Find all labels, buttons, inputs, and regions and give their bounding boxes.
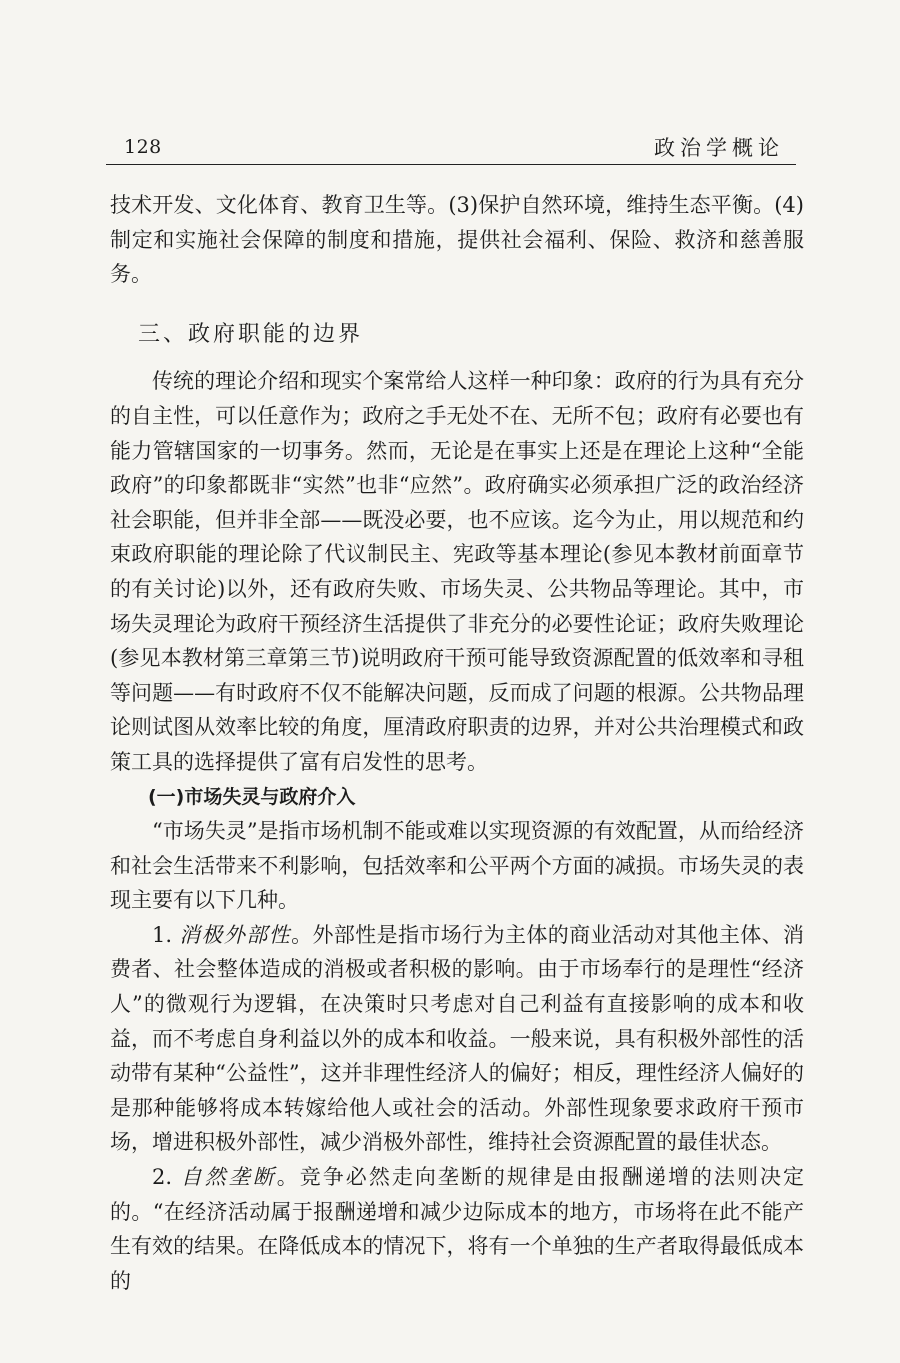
paragraph-natural-monopoly [110,1160,804,1298]
paragraph-continued: 技术开发、文化体育、教育卫生等。(3)保护自然环境，维持生态平衡。(4)制定和实施社会保障的制度和措施，提供社会福利、保险、救济和慈善服务。 [110,193,804,287]
item-number: 2. [152,1165,181,1190]
term-negative-externality: 消极外部性 [179,922,292,947]
spacer [110,292,804,318]
section-heading: 三、政府职能的边界 [138,321,364,347]
running-title: 政治学概论 [654,136,784,160]
subsection-heading: (一)市场失灵与政府介入 [148,785,356,808]
term-natural-monopoly: 自然垄断 [180,1165,277,1190]
paragraph-market-failure: “市场失灵”是指市场机制不能或难以实现资源的有效配置，从而给经济和社会生活带来不利影响，包括效率和公平两个方面的减损。市场失灵的表现主要有以下几种。 [110,819,804,913]
spacer [110,352,804,364]
item-text: 。竞争必然走向垄断的规律是由报酬递增的法则决定的。“在经济活动属于报酬递增和减少边际成本的地方，市场将在此不能产生有效的结果。在降低成本的情况下，将有一个单独的生产者取得最低成本的 [110,1165,805,1293]
paragraph-intro: 传统的理论介绍和现实个案常给人这样一种印象：政府的行为具有充分的自主性，可以任意作为；政府之手无处不在、无所不包；政府有必要也有能力管辖国家的一切事务。然而，无论是在事实上还是在理论上这种“全能政府”的印象都既非“实然”也非“应然”。政府确实必须承担广泛的政治经济社会职能，但并非全部——既没必要，也不应该。迄今为止，用以规范和约束政府职能的理论除了代议制民主、宪政等基本理论(参见本教材前面章节的有关讨论)以外，还有政府失败、市场失灵、公共物品等理论。其中，市场失灵理论为政府干预经济生活提供了非充分的必要性论证；政府失败理论(参见本教材第三章第三节)说明政府干预可能导致资源配置的低效率和寻租等问题——有时政府不仅不能解决问题，反而成了问题的根源。公共物品理论则试图从效率比较的角度，厘清政府职责的边界，并对公共治理模式和政策工具的选择提供了富有启发性的思考。 [110,369,804,774]
page-header [106,128,796,165]
paragraph-externality [110,918,804,1160]
item-text: 。外部性是指市场行为主体的商业活动对其他主体、消费者、社会整体造成的消极或者积极的影响。由于市场奉行的是理性“经济人”的微观行为逻辑，在决策时只考虑对自己利益有直接影响的成本和收益，而不考虑自身利益以外的成本和收益。一般来说，具有积极外部性的活动带有某种“公益性”，这并非理性经济人的偏好；相反，理性经济人偏好的是那种能够将成本转嫁给他人或社会的活动。外部性现象要求政府干预市场，增进积极外部性，减少消极外部性，维持社会资源配置的最佳状态。 [110,922,805,1155]
item-number: 1. [152,922,180,947]
page-number: 128 [124,136,162,158]
page-body [110,188,804,1298]
